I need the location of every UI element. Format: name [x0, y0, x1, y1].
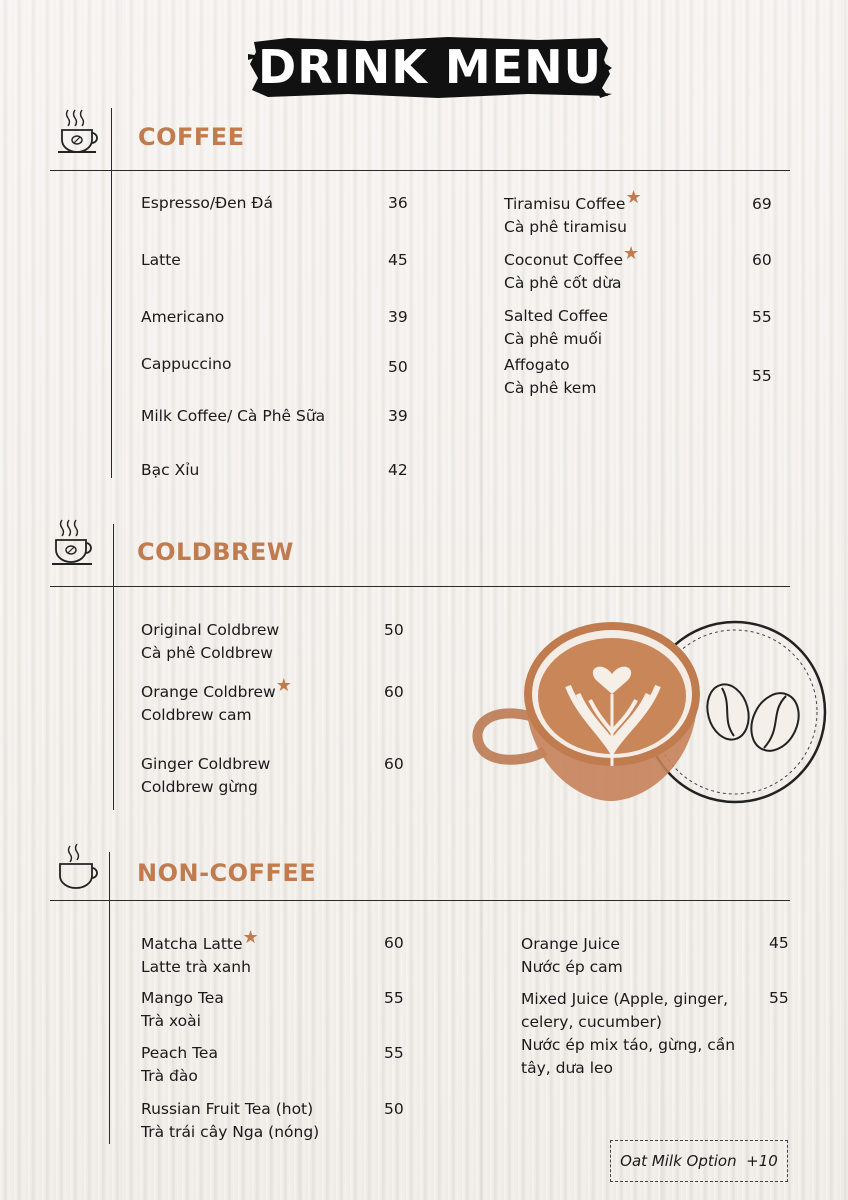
item-subtitle: Trà đào [141, 1067, 198, 1085]
item-subtitle: Cà phê kem [504, 379, 597, 397]
item-name: Tiramisu Coffee [504, 195, 626, 213]
oat-milk-option-box [610, 1140, 788, 1182]
section-title-coldbrew: COLDBREW [137, 538, 294, 566]
price-bac-xiu: 42 [388, 461, 408, 479]
menu-item-milk-coffee: Milk Coffee/ Cà Phê Sữa [141, 407, 326, 425]
coffee-cup-icon [54, 108, 102, 163]
item-name: Russian Fruit Tea (hot) [141, 1100, 314, 1118]
item-subtitle: Coldbrew cam [141, 706, 252, 724]
price-mango-tea: 55 [384, 989, 404, 1007]
menu-item-mango-tea [141, 987, 224, 1033]
price-latte: 45 [388, 251, 408, 269]
price-espresso: 36 [388, 194, 408, 212]
coffee-beans-illustration [701, 680, 807, 759]
star-icon: ★ [623, 243, 640, 264]
price-ginger-coldbrew: 60 [384, 755, 404, 773]
star-icon: ★ [625, 187, 642, 208]
price-cappuccino: 50 [388, 358, 408, 376]
price-americano: 39 [388, 308, 408, 326]
price-russian-fruit-tea: 50 [384, 1100, 404, 1118]
menu-item-bac-xiu: Bạc Xỉu [141, 461, 200, 479]
price-salted-coffee: 55 [752, 308, 772, 326]
star-icon: ★ [242, 927, 259, 948]
menu-title-banner [248, 34, 612, 100]
noncoffee-vertical-rule [109, 852, 110, 1144]
item-name: Peach Tea [141, 1044, 218, 1062]
item-name: Mixed Juice (Apple, ginger, [521, 990, 729, 1008]
item-name: Affogato [504, 356, 570, 374]
coffee-vertical-rule [111, 108, 112, 478]
item-subtitle: Cà phê cốt dừa [504, 274, 622, 292]
menu-item-orange-juice [521, 933, 623, 979]
menu-item-espresso: Espresso/Đen Đá [141, 194, 273, 212]
item-subtitle-line2: tây, dưa leo [521, 1059, 614, 1077]
price-original-coldbrew: 50 [384, 621, 404, 639]
menu-item-mixed-juice [521, 988, 735, 1080]
item-subtitle: Cà phê Coldbrew [141, 644, 273, 662]
item-subtitle: Latte trà xanh [141, 958, 251, 976]
price-mixed-juice: 55 [769, 989, 789, 1007]
price-milk-coffee: 39 [388, 407, 408, 425]
item-subtitle: Trà trái cây Nga (nóng) [141, 1123, 320, 1141]
item-subtitle: Coldbrew gừng [141, 778, 258, 796]
item-subtitle: Nước ép cam [521, 958, 623, 976]
menu-item-russian-fruit-tea [141, 1098, 319, 1144]
coldbrew-vertical-rule [113, 524, 114, 810]
menu-item-ginger-coldbrew [141, 753, 270, 799]
item-subtitle: Cà phê muối [504, 330, 603, 348]
item-name: Matcha Latte [141, 935, 243, 953]
item-name: Mango Tea [141, 989, 224, 1007]
item-name: Orange Coldbrew [141, 683, 276, 701]
page-title: DRINK MENU [258, 40, 602, 94]
star-icon: ★ [275, 675, 292, 696]
section-title-coffee: COFFEE [138, 123, 245, 151]
menu-item-americano: Americano [141, 308, 225, 326]
price-coconut-coffee: 60 [752, 251, 772, 269]
menu-item-original-coldbrew [141, 619, 279, 665]
menu-item-tiramisu-coffee [504, 187, 642, 239]
item-name: Orange Juice [521, 935, 620, 953]
price-tiramisu-coffee: 69 [752, 195, 772, 213]
item-subtitle: Trà xoài [141, 1012, 201, 1030]
item-name: Ginger Coldbrew [141, 755, 271, 773]
menu-item-peach-tea [141, 1042, 218, 1088]
item-name: Salted Coffee [504, 307, 609, 325]
oat-milk-price: +10 [746, 1152, 778, 1170]
price-orange-coldbrew: 60 [384, 683, 404, 701]
price-affogato: 55 [752, 367, 772, 385]
latte-art-illustration [470, 616, 848, 821]
coffee-divider [50, 170, 790, 171]
coldbrew-divider [50, 586, 790, 587]
menu-item-coconut-coffee [504, 243, 640, 295]
item-subtitle: Cà phê tiramisu [504, 218, 627, 236]
menu-item-matcha-latte [141, 927, 259, 979]
price-peach-tea: 55 [384, 1044, 404, 1062]
tea-cup-icon [54, 842, 102, 897]
item-name: Original Coldbrew [141, 621, 280, 639]
price-matcha-latte: 60 [384, 934, 404, 952]
menu-item-cappuccino: Cappuccino [141, 355, 232, 373]
noncoffee-divider [50, 900, 790, 901]
oat-milk-label: Oat Milk Option [620, 1152, 737, 1170]
coffee-cup-icon [48, 518, 96, 573]
menu-item-affogato [504, 354, 596, 400]
menu-item-latte: Latte [141, 251, 181, 269]
item-subtitle: Nước ép mix táo, gừng, cần [521, 1036, 736, 1054]
section-title-noncoffee: NON-COFFEE [137, 859, 317, 887]
menu-item-orange-coldbrew [141, 675, 292, 727]
item-name-line2: celery, cucumber) [521, 1013, 662, 1031]
item-name: Coconut Coffee [504, 251, 624, 269]
menu-item-salted-coffee [504, 305, 608, 351]
price-orange-juice: 45 [769, 934, 789, 952]
